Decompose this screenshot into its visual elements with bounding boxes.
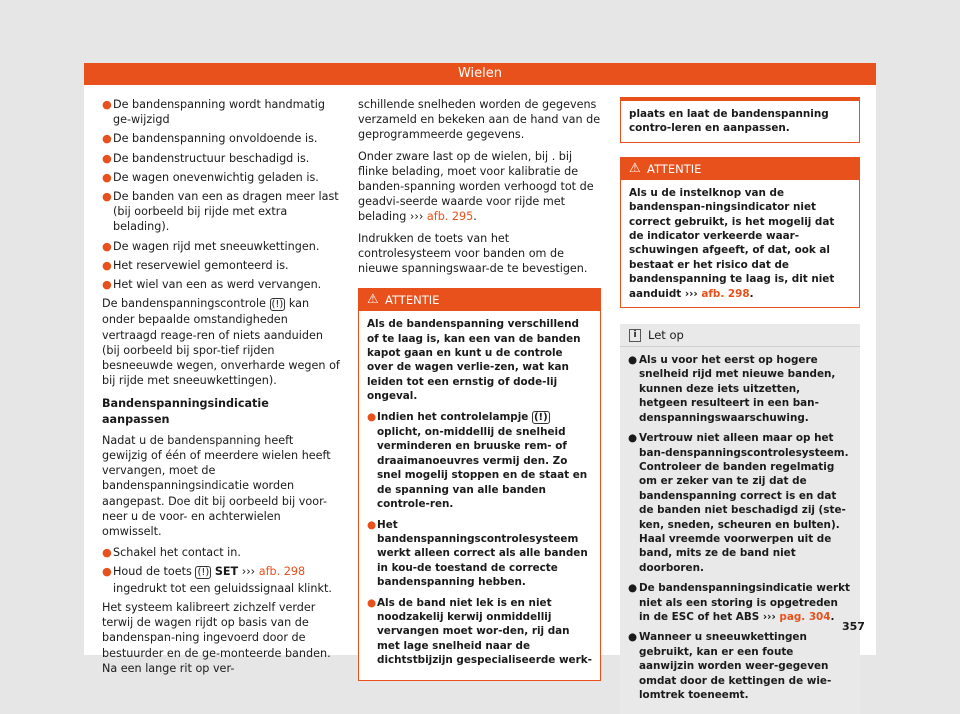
bullet-icon: ●	[628, 582, 638, 595]
column-right	[620, 97, 860, 714]
paragraph: Indrukken de toets van het controlesysteem voor banden om de nieuwe spanningswaar-de te bevestigen.	[358, 231, 588, 276]
warning-header: ⚠ ATTENTIE	[621, 158, 859, 180]
warning-box	[358, 288, 601, 680]
paragraph: Het systeem kalibreert zichzelf verder terwij de wagen rijdt op basis van de bandenspan-ning ingevoerd door de bestuurder en de ge-monteerde banden. Na een lange rit op ver-	[102, 600, 331, 675]
bullet-icon: ●	[628, 631, 638, 644]
bullet-icon: ●	[102, 151, 112, 165]
list-item: ● De banden van een as dragen meer last (bij oorbeeld bij rijde met extra belading).	[102, 190, 339, 234]
paragraph: Nadat u de bandenspanning heeft gewijzig of één of meerdere wielen heeft vervangen, moet de bandenspanningsindicatie worden aangepast. Doe dit bij oorbeeld bij voor-neer u de voor- en achterwielen omwisselt.	[102, 433, 331, 539]
figure-link[interactable]: afb. 298	[258, 565, 306, 579]
warning-body: Als u de instelknop van de bandenspan-ningsindicator niet correct gebruikt, is het mogelij dat de indicator verkeerde waar-schuwingen afgeeft, of dat, ook al bestaat er het risico dat de bandenspanning te laag is, dit niet aanduidt ››› afb. 298.	[629, 186, 835, 300]
bullet-icon: ●	[102, 546, 112, 560]
list-item: ● Wanneer u sneeuwkettingen gebruikt, kan er een foute aanwijzin worden weer-gegeven omdat door de kettingen de wie-lomtrek toeneemt.	[628, 631, 832, 701]
warning-triangle-icon: ⚠	[367, 292, 379, 308]
page-number: 357	[842, 620, 865, 633]
bullet-icon: ●	[102, 132, 112, 146]
bullet-icon: ●	[102, 190, 112, 204]
column-middle	[358, 97, 601, 681]
section-heading: Bandenspanningsindicatie aanpassen	[102, 397, 269, 426]
paragraph: schillende snelheden worden de gegevens verzameld en bekeken aan de hand van de geprogrammeerde gegevens.	[358, 98, 601, 142]
bullet-icon: ●	[102, 170, 112, 184]
bullet-icon: ●	[367, 518, 377, 531]
bullet-icon: ●	[628, 354, 638, 367]
info-icon: i	[629, 329, 641, 342]
bullet-icon: ●	[628, 432, 638, 445]
list-item: ● Het bandenspanningscontrolesysteem werkt alleen correct als alle banden in kou-de toestand de correcte bandenspanning hebben.	[367, 518, 588, 589]
page-link[interactable]: pag. 304	[779, 610, 831, 623]
list-item: ● De wagen rijd met sneeuwkettingen.	[102, 239, 320, 253]
bullet-icon: ●	[367, 596, 377, 609]
warning-triangle-icon: ⚠	[629, 160, 641, 176]
list-item: ● Het wiel van een as werd vervangen.	[102, 278, 322, 292]
page-title: Wielen	[457, 66, 503, 81]
list-item: ● De bandenstructuur beschadigd is.	[102, 151, 310, 165]
list-item: ● Als de band niet lek is en niet noodzakelij kerwij onmiddellij vervangen moet wor-den, rij dan met lage snelheid naar de dichtstbijzijn gespecialiseerde werk-	[367, 596, 592, 667]
paragraph: Onder zware last op de wielen, bij . bij flinke belading, moet voor kalibratie de banden-spanning worden verhoogd tot de geadvi-seerde waarde voor rijde met belading ››› afb. 295.	[358, 149, 594, 224]
bullet-icon: ●	[102, 278, 112, 292]
list-item: ● De wagen onevenwichtig geladen is.	[102, 170, 319, 184]
set-key-label: SET	[214, 565, 239, 579]
warning-box	[620, 157, 860, 308]
bullet-icon: ●	[102, 565, 112, 579]
note-body	[620, 347, 860, 714]
tire-pressure-warning-icon: (!)	[271, 299, 284, 311]
list-item: ● De bandenspanning onvoldoende is.	[102, 132, 318, 146]
warning-header: ⚠ ATTENTIE	[359, 289, 600, 311]
figure-link[interactable]: afb. 298	[701, 287, 750, 300]
list-item: ● Schakel het contact in.	[102, 546, 241, 560]
note-header: i Let op	[620, 324, 860, 347]
paragraph: De bandenspanningscontrole (!) kan onder bepaalde omstandigheden vertraagd reage-ren of niets aanduiden (bij oorbeeld bij spor-tief rijden besneeuwde wegen, onverharde wegen of bij rijde met sneeuwkettingen).	[102, 297, 340, 388]
page-header	[84, 63, 876, 85]
bullet-icon: ●	[102, 258, 112, 272]
bullet-icon: ●	[102, 98, 112, 111]
bullet-icon: ●	[102, 239, 112, 253]
tire-pressure-warning-icon: (!)	[197, 567, 210, 579]
figure-link[interactable]: afb. 295	[426, 210, 474, 224]
note-box	[620, 324, 860, 714]
list-item: ● Het reservewiel gemonteerd is.	[102, 258, 289, 272]
list-item: ● Vertrouw niet alleen maar op het ban-denspanningscontrolesysteem. Controleer de banden regelmatig om er zeker van te zij dat de bandenspanning correct is en dat de banden niet beschadigd zij (ste-ken, sneden, scheuren en bulten). Haal vreemde voorwerpen uit de band, mits ze de band niet doorboren.	[628, 432, 849, 574]
list-item: ● Indien het controlelampje (!) oplicht, on-middellij de snelheid verminderen en bruuske rem- of draaimanoeuvres vermij den. Zo snel mogelij stoppen en de staat en de spanning van alle banden controle-ren.	[367, 410, 588, 511]
bullet-icon: ●	[367, 410, 377, 423]
list-item: ● De bandenspanningsindicatie werkt niet als een storing is opgetreden in de ESC of het ABS ››› pag. 304.	[628, 582, 850, 623]
list-item: ● De bandenspanning wordt handmatig ge-wijzigd	[102, 98, 325, 127]
column-left	[102, 97, 340, 682]
warning-box-continued: plaats en laat de bandenspanning contro-leren en aanpassen.	[620, 97, 860, 143]
list-item: ● Als u voor het eerst op hogere snelheid rijd met nieuwe banden, kunnen deze iets uitzetten, hetgeen resulteert in een ban-denspanningswaarschuwing.	[628, 354, 836, 424]
tire-pressure-warning-icon: (!)	[533, 411, 548, 423]
list-item: ● Houd de toets (!) SET ››› afb. 298 ingedrukt tot een geluidssignaal klinkt.	[102, 565, 332, 595]
warning-body: Als de bandenspanning verschillend of te laag is, kan een van de banden kapot gaan en kunt u de controle over de wagen verlie-zen, wat kan leiden tot een ernstig of dode-lij ongeval. ● Indien het controlelampje (!) oplicht, on-middellij de snelheid verminderen en bruuske rem- of draaimanoeuvres vermij den. Zo snel mogelij stoppen en de staat en de spanning van alle banden controle-ren. ● Het bandenspanningscontrolesysteem werkt alleen correct als alle banden in kou-de toestand de correcte bandenspanning hebben. ● Als de band niet lek is en niet noodzakelij kerwij onmiddellij vervangen moet wor-den, rij dan met lage snelheid naar de dichtstbijzijn gespecialiseerde werk-	[367, 318, 592, 667]
